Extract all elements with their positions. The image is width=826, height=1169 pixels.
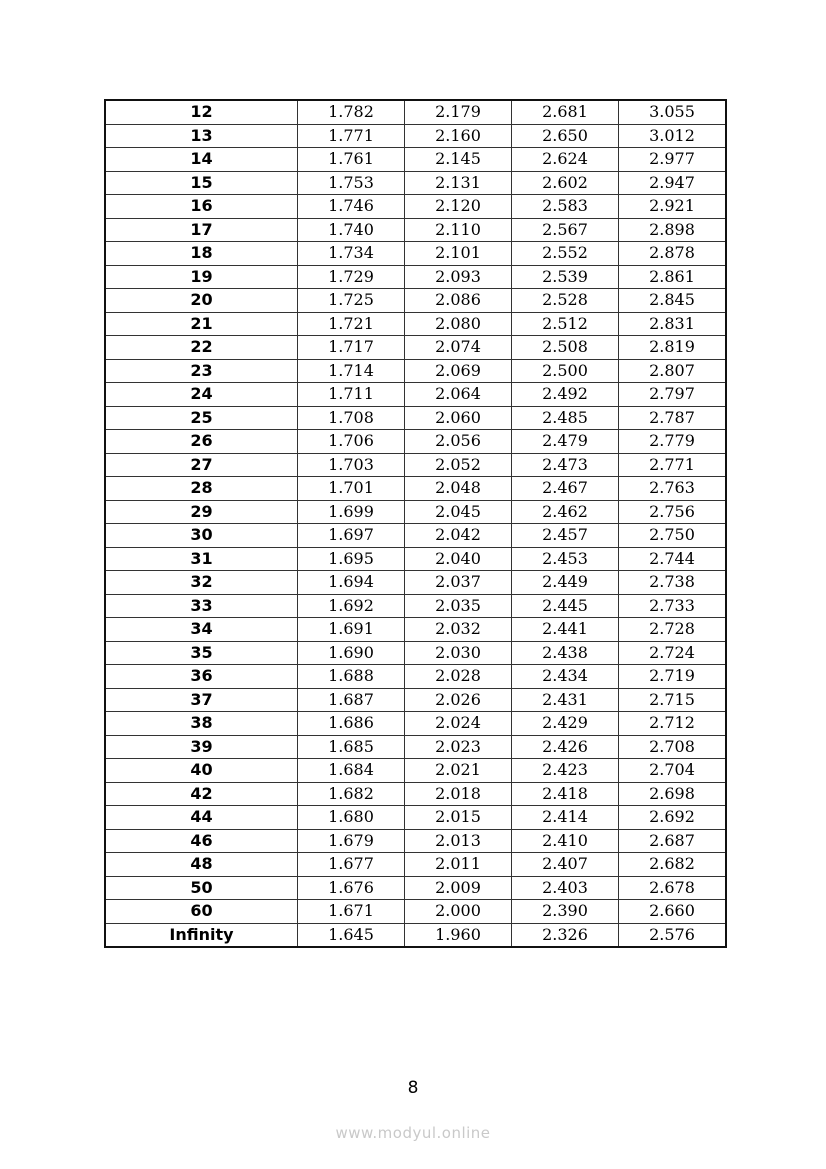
critical-value-cell: 2.479 — [512, 430, 619, 454]
critical-value-cell: 2.681 — [512, 100, 619, 124]
critical-value-cell: 2.602 — [512, 171, 619, 195]
critical-value-cell: 1.686 — [298, 712, 405, 736]
critical-value-cell: 1.782 — [298, 100, 405, 124]
critical-value-cell: 2.750 — [619, 524, 727, 548]
critical-value-cell: 2.715 — [619, 688, 727, 712]
table-row — [105, 712, 726, 736]
table-row — [105, 618, 726, 642]
critical-value-cell: 2.040 — [405, 547, 512, 571]
df-cell: Infinity — [105, 923, 298, 947]
df-cell: 42 — [105, 782, 298, 806]
watermark: www.modyul.online — [335, 1124, 491, 1142]
critical-value-cell: 2.787 — [619, 406, 727, 430]
table-row — [105, 782, 726, 806]
critical-value-cell: 2.426 — [512, 735, 619, 759]
critical-value-cell: 2.728 — [619, 618, 727, 642]
critical-value-cell: 2.028 — [405, 665, 512, 689]
critical-value-cell: 2.500 — [512, 359, 619, 383]
table-row — [105, 853, 726, 877]
critical-value-cell: 2.819 — [619, 336, 727, 360]
critical-value-cell: 1.688 — [298, 665, 405, 689]
df-cell: 40 — [105, 759, 298, 783]
critical-value-cell: 1.680 — [298, 806, 405, 830]
critical-value-cell: 2.431 — [512, 688, 619, 712]
critical-value-cell: 2.492 — [512, 383, 619, 407]
table-row — [105, 195, 726, 219]
critical-value-cell: 1.682 — [298, 782, 405, 806]
critical-value-cell: 2.418 — [512, 782, 619, 806]
df-cell: 17 — [105, 218, 298, 242]
critical-value-cell: 2.069 — [405, 359, 512, 383]
table-body — [105, 100, 726, 947]
critical-value-cell: 1.734 — [298, 242, 405, 266]
critical-value-cell: 2.018 — [405, 782, 512, 806]
table-row — [105, 829, 726, 853]
table-row — [105, 100, 726, 124]
critical-value-cell: 2.576 — [619, 923, 727, 947]
critical-value-cell: 2.861 — [619, 265, 727, 289]
critical-value-cell: 2.037 — [405, 571, 512, 595]
table-row — [105, 359, 726, 383]
critical-value-cell: 2.831 — [619, 312, 727, 336]
critical-value-cell: 2.449 — [512, 571, 619, 595]
critical-value-cell: 2.508 — [512, 336, 619, 360]
critical-value-cell: 2.845 — [619, 289, 727, 313]
critical-value-cell: 2.035 — [405, 594, 512, 618]
critical-value-cell: 2.160 — [405, 124, 512, 148]
critical-value-cell: 2.539 — [512, 265, 619, 289]
critical-value-cell: 2.692 — [619, 806, 727, 830]
critical-value-cell: 2.074 — [405, 336, 512, 360]
critical-value-cell: 2.414 — [512, 806, 619, 830]
table-row — [105, 171, 726, 195]
df-cell: 20 — [105, 289, 298, 313]
table-row — [105, 406, 726, 430]
critical-value-cell: 1.684 — [298, 759, 405, 783]
df-cell: 33 — [105, 594, 298, 618]
critical-value-cell: 2.660 — [619, 900, 727, 924]
table-row — [105, 594, 726, 618]
critical-value-cell: 2.407 — [512, 853, 619, 877]
df-cell: 19 — [105, 265, 298, 289]
critical-value-cell: 1.761 — [298, 148, 405, 172]
critical-value-cell: 2.048 — [405, 477, 512, 501]
critical-value-cell: 2.423 — [512, 759, 619, 783]
table-row — [105, 477, 726, 501]
table-row — [105, 923, 726, 947]
df-cell: 50 — [105, 876, 298, 900]
critical-value-cell: 2.756 — [619, 500, 727, 524]
critical-value-cell: 2.687 — [619, 829, 727, 853]
critical-value-cell: 2.026 — [405, 688, 512, 712]
critical-value-cell: 2.453 — [512, 547, 619, 571]
critical-value-cell: 1.695 — [298, 547, 405, 571]
critical-value-cell: 1.685 — [298, 735, 405, 759]
df-cell: 28 — [105, 477, 298, 501]
critical-value-cell: 2.719 — [619, 665, 727, 689]
critical-value-cell: 3.012 — [619, 124, 727, 148]
critical-value-cell: 2.441 — [512, 618, 619, 642]
critical-value-cell: 1.729 — [298, 265, 405, 289]
df-cell: 22 — [105, 336, 298, 360]
critical-value-cell: 2.086 — [405, 289, 512, 313]
critical-value-cell: 2.779 — [619, 430, 727, 454]
critical-value-cell: 2.064 — [405, 383, 512, 407]
critical-value-cell: 2.015 — [405, 806, 512, 830]
critical-value-cell: 2.131 — [405, 171, 512, 195]
critical-value-cell: 2.807 — [619, 359, 727, 383]
critical-value-cell: 1.690 — [298, 641, 405, 665]
critical-value-cell: 2.326 — [512, 923, 619, 947]
critical-value-cell: 1.746 — [298, 195, 405, 219]
critical-value-cell: 1.692 — [298, 594, 405, 618]
table-row — [105, 336, 726, 360]
critical-value-cell: 2.485 — [512, 406, 619, 430]
table-row — [105, 688, 726, 712]
critical-value-cell: 1.721 — [298, 312, 405, 336]
critical-value-cell: 1.697 — [298, 524, 405, 548]
table-row — [105, 289, 726, 313]
critical-value-cell: 1.687 — [298, 688, 405, 712]
critical-value-cell: 3.055 — [619, 100, 727, 124]
critical-value-cell: 1.691 — [298, 618, 405, 642]
page-number: 8 — [407, 1078, 419, 1098]
critical-value-cell: 2.110 — [405, 218, 512, 242]
df-cell: 24 — [105, 383, 298, 407]
critical-value-cell: 2.712 — [619, 712, 727, 736]
critical-value-cell: 2.708 — [619, 735, 727, 759]
table-row — [105, 759, 726, 783]
critical-value-cell: 1.694 — [298, 571, 405, 595]
critical-value-cell: 2.650 — [512, 124, 619, 148]
critical-value-cell: 1.708 — [298, 406, 405, 430]
critical-value-cell: 1.960 — [405, 923, 512, 947]
critical-value-cell: 2.552 — [512, 242, 619, 266]
table-row — [105, 312, 726, 336]
df-cell: 23 — [105, 359, 298, 383]
critical-value-cell: 2.045 — [405, 500, 512, 524]
table-row — [105, 900, 726, 924]
critical-value-cell: 2.457 — [512, 524, 619, 548]
critical-value-cell: 2.056 — [405, 430, 512, 454]
df-cell: 15 — [105, 171, 298, 195]
table-row — [105, 806, 726, 830]
critical-value-cell: 2.434 — [512, 665, 619, 689]
critical-value-cell: 2.101 — [405, 242, 512, 266]
critical-value-cell: 1.725 — [298, 289, 405, 313]
critical-value-cell: 2.462 — [512, 500, 619, 524]
df-cell: 14 — [105, 148, 298, 172]
critical-value-cell: 2.528 — [512, 289, 619, 313]
table-row — [105, 735, 726, 759]
critical-value-cell: 2.024 — [405, 712, 512, 736]
df-cell: 29 — [105, 500, 298, 524]
critical-value-cell: 2.704 — [619, 759, 727, 783]
df-cell: 38 — [105, 712, 298, 736]
table-row — [105, 124, 726, 148]
table-row — [105, 665, 726, 689]
df-cell: 34 — [105, 618, 298, 642]
t-distribution-table — [104, 99, 727, 948]
critical-value-cell: 2.179 — [405, 100, 512, 124]
table-row — [105, 242, 726, 266]
critical-value-cell: 1.714 — [298, 359, 405, 383]
table-row — [105, 641, 726, 665]
critical-value-cell: 2.429 — [512, 712, 619, 736]
df-cell: 35 — [105, 641, 298, 665]
critical-value-cell: 2.080 — [405, 312, 512, 336]
table-row — [105, 430, 726, 454]
df-cell: 25 — [105, 406, 298, 430]
df-cell: 32 — [105, 571, 298, 595]
df-cell: 46 — [105, 829, 298, 853]
critical-value-cell: 2.567 — [512, 218, 619, 242]
df-cell: 44 — [105, 806, 298, 830]
critical-value-cell: 2.000 — [405, 900, 512, 924]
critical-value-cell: 2.878 — [619, 242, 727, 266]
df-cell: 48 — [105, 853, 298, 877]
critical-value-cell: 1.703 — [298, 453, 405, 477]
critical-value-cell: 1.679 — [298, 829, 405, 853]
df-cell: 37 — [105, 688, 298, 712]
critical-value-cell: 2.052 — [405, 453, 512, 477]
critical-value-cell: 1.717 — [298, 336, 405, 360]
critical-value-cell: 2.145 — [405, 148, 512, 172]
critical-value-cell: 1.671 — [298, 900, 405, 924]
critical-value-cell: 2.473 — [512, 453, 619, 477]
table-row — [105, 148, 726, 172]
critical-value-cell: 2.771 — [619, 453, 727, 477]
critical-value-cell: 2.410 — [512, 829, 619, 853]
df-cell: 21 — [105, 312, 298, 336]
table-row — [105, 500, 726, 524]
critical-value-cell: 2.445 — [512, 594, 619, 618]
critical-value-cell: 2.030 — [405, 641, 512, 665]
critical-value-cell: 1.645 — [298, 923, 405, 947]
critical-value-cell: 2.042 — [405, 524, 512, 548]
critical-value-cell: 2.032 — [405, 618, 512, 642]
critical-value-cell: 2.763 — [619, 477, 727, 501]
critical-value-cell: 2.733 — [619, 594, 727, 618]
critical-value-cell: 1.701 — [298, 477, 405, 501]
df-cell: 27 — [105, 453, 298, 477]
critical-value-cell: 2.060 — [405, 406, 512, 430]
critical-value-cell: 2.093 — [405, 265, 512, 289]
df-cell: 31 — [105, 547, 298, 571]
critical-value-cell: 2.698 — [619, 782, 727, 806]
table-row — [105, 571, 726, 595]
table-row — [105, 383, 726, 407]
df-cell: 36 — [105, 665, 298, 689]
critical-value-cell: 1.677 — [298, 853, 405, 877]
critical-value-cell: 2.438 — [512, 641, 619, 665]
critical-value-cell: 1.711 — [298, 383, 405, 407]
critical-value-cell: 2.744 — [619, 547, 727, 571]
df-cell: 16 — [105, 195, 298, 219]
critical-value-cell: 2.977 — [619, 148, 727, 172]
critical-value-cell: 2.898 — [619, 218, 727, 242]
critical-value-cell: 2.738 — [619, 571, 727, 595]
critical-value-cell: 2.724 — [619, 641, 727, 665]
critical-value-cell: 1.706 — [298, 430, 405, 454]
df-cell: 18 — [105, 242, 298, 266]
critical-value-cell: 2.009 — [405, 876, 512, 900]
critical-value-cell: 2.021 — [405, 759, 512, 783]
critical-value-cell: 2.624 — [512, 148, 619, 172]
critical-value-cell: 2.682 — [619, 853, 727, 877]
critical-value-cell: 2.797 — [619, 383, 727, 407]
df-cell: 12 — [105, 100, 298, 124]
df-cell: 39 — [105, 735, 298, 759]
critical-value-cell: 2.947 — [619, 171, 727, 195]
critical-value-cell: 2.023 — [405, 735, 512, 759]
table-row — [105, 547, 726, 571]
df-cell: 26 — [105, 430, 298, 454]
critical-value-cell: 2.120 — [405, 195, 512, 219]
critical-value-cell: 2.013 — [405, 829, 512, 853]
df-cell: 30 — [105, 524, 298, 548]
critical-value-cell: 2.583 — [512, 195, 619, 219]
critical-value-cell: 1.771 — [298, 124, 405, 148]
critical-value-cell: 1.753 — [298, 171, 405, 195]
critical-value-cell: 1.740 — [298, 218, 405, 242]
table-row — [105, 524, 726, 548]
critical-value-cell: 2.390 — [512, 900, 619, 924]
critical-value-cell: 2.678 — [619, 876, 727, 900]
table-row — [105, 218, 726, 242]
critical-value-cell: 2.467 — [512, 477, 619, 501]
critical-value-cell: 2.011 — [405, 853, 512, 877]
table-row — [105, 876, 726, 900]
df-cell: 13 — [105, 124, 298, 148]
critical-value-cell: 1.699 — [298, 500, 405, 524]
critical-value-cell: 2.512 — [512, 312, 619, 336]
critical-value-cell: 1.676 — [298, 876, 405, 900]
table-row — [105, 453, 726, 477]
df-cell: 60 — [105, 900, 298, 924]
critical-value-cell: 2.921 — [619, 195, 727, 219]
critical-value-cell: 2.403 — [512, 876, 619, 900]
table-row — [105, 265, 726, 289]
